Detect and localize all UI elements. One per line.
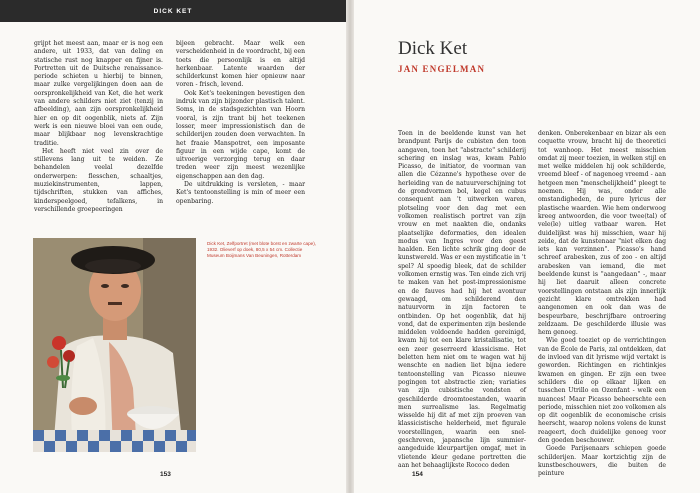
book-gutter	[346, 0, 354, 493]
left-page	[0, 0, 346, 493]
right-column-2	[538, 130, 666, 478]
paragraph: grijpt het meest aan, maar er is nog een andere, uit 1933, dat van deling en statische rust nog knapper en fijner is. Portretten uit de Duitsche renaissance-periode schieten u hierbij te binnen, maar zulke vergelijkingen doen aan de oorspronkelijkheid van Ket, die het werk van andere schilders niet ziet (tenzij in afbeelding), aan zijn oorspronkelijkheid hier en op dit oogenblik, niets af. Zijn werk is een nieuwe bloei van een oude, maar blijkbaar nog levenskrachtige traditie.	[34, 40, 163, 147]
page-number: 154	[412, 471, 423, 478]
paragraph: De uitdrukking is versleten, - maar Ket's tentoonstelling is min of meer een openbaring.	[176, 181, 305, 205]
right-column-1	[398, 130, 526, 470]
painting-illustration	[33, 238, 196, 452]
left-column-1	[34, 40, 163, 214]
self-portrait-painting	[33, 238, 196, 452]
running-head: DICK KET	[0, 0, 346, 22]
left-column-2	[176, 40, 305, 206]
paragraph: Goede Parijsenaars schiepen goede schilderijen. Maar kortzichtig zijn de kunstbeschouwers, die buiten de peinture	[538, 445, 666, 478]
right-page	[354, 0, 700, 493]
figure-caption: Dick Ket, Zelfportret (met blote borst en zwarte cape), 1932. Olieverf op doek, 80,5 x 54 cm. Collectie Museum Boijmans Van Beuningen, Rotterdam	[207, 241, 317, 259]
paragraph: bijeen gebracht. Maar welk een verscheidenheid in de voordracht, bij een toets die persoonlijk is en altijd herkenbaar. Latente waarden der schilderkunst komen hier opnieuw naar voren - frisch, levend.	[176, 40, 305, 89]
page-number: 153	[160, 471, 171, 478]
paragraph: Wie goed toeziet op de verrichtingen van de École de Paris, zal ontdekken, dat de invloed van dit lyrisme wijd vertakt is geworden. Richtingen en richtinkjes kwamen en gingen. Er zijn een twee schilders die op elkaar lijken en tusschen Utrillo en Ozenfant - welk een nuances! Maar Picasso beheerschte een periode, misschien niet zoo volkomen als op dit oogenblik de economische crisis heerscht, waarop nolens volens de kunst reageert, doch duidelijke genoeg voor den goeden beschouwer.	[538, 337, 666, 444]
paragraph: Het heeft niet veel zin over de stillevens lang uit te weiden. Ze behandelen veelal dezelfde onderwerpen: flesschen, schaaltjes, muziekinstrumenten, lappen, tijdschriften, stukken van affiches, kinderspeelgoed, tefalkens, in verschillende groepeeringen	[34, 147, 163, 213]
article-title: Dick Ket	[398, 38, 468, 59]
paragraph: Ook Ket's teekeningen bevestigen den indruk van zijn bijzonder plastisch talent. Soms, in de stadsgezichten van Hoorn vooral, is zijn trant bij het teekenen losser, meer impressionistisch dan de schilderijen zouden doen verwachten. In het fraaie Manspotret, een imposante figuur in een wijde cape, komt de uitvoerige verzorging terug en daar treden weer zijn meest wezenlijke eigenschappen aan den dag.	[176, 89, 305, 180]
paragraph: denken. Onberekenbaar en bizar als een coquette vrouw, bracht hij de theoretici tot wanhoop. Het meest misschien omdat zij meer toezien, in welken stijl en met welke middelen hij ook schilderde, vreemd bleef - of nagenoeg vreemd - aan hetgeen men "menschelijkheid" pleegt te noemen. Hij was, onder alle omstandigheden, de pure lyricus der plastische waarden. Wie hem onderwoog kreeg antwoorden, die voor twee(tal) of vele(le) uitleg vatbaar waren. Het duidelijkst was hij misschien, waar hij zeide, dat de kunstenaar "niet elken dag iets kan verzinnen". Picasso's hand schreef arabesken, zus of zoo - en altijd arabesken van iemand, die met beeldende kunst is "aangedaan" -, maar hij liet daaruit alleen concrete voorstellingen ontstaan als zijn innerlijk gezicht klare omtrekken had aangenomen en ook dan was de bespeurbare, beschrijfbare ontroering zeldzaam. De geschilderde illusie was hem genoeg.	[538, 130, 666, 337]
article-author: JAN ENGELMAN	[398, 64, 486, 74]
paragraph: Toen in de beeldende kunst van het brandpunt Parijs de cubisten den toon aangaven, toen het "abstracte" schilderij schering en inslag was, kwam Pablo Picasso, de initiator, de voorman van allen die Cézanne's hypothese over de herleiding van de natuurverschijning tot de grondvormen bol, kegel en cubus consequent aan 't uitwerken waren, plotseling voor den dag met een volkomen realistisch portret van zijn vrouw en met naakten die, ondanks plaatselijke deformaties, den idealen modus van Ingres voor den geest haalden. Een lichte schrik ging door de kunstwereld. Was er een mystificatie in 't spel? Al spoedig bleek, dat de schilder volkomen ernstig was. Ten einde zich vrij te maken van het post-impressionisme en de fauves had hij het avontuur gewaagd, om schilderend den natuurvorm in zijn factoren te ontbinden. Op het oogenblik, dat hij vond, dat de experimenten zijn beslende middelen voldoende hadden gereinigd, kwam hij tot een klare kristallisatie, tot een zeer geserreerd klassicisme. Het beletten hem niet om te wagen wat hij wenschte en nadien liet bijna iedere tentoonstelling van Picasso nieuwe pogingen tot abstractie zien; variaties van zijn cubistische vondsten of geschilderde droomtoestanden, waarin men surrealisme las. Regelmatig wisselde hij dit af met zijn proeven van klassicistische helderheid, met figurale voorstellingen, waarin een snel-geschreven, japansche lijn summier-aangeduide kleurpartijen omgaf, met in vlietende kleur gedane portretten die aan het behaaglijkste Rococo deden	[398, 130, 526, 469]
